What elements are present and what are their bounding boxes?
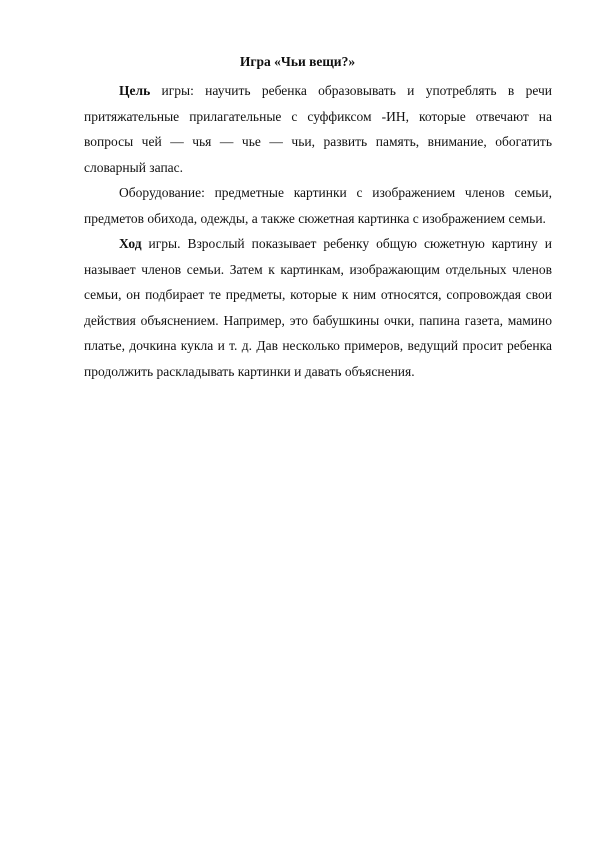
procedure-lead: Ход [119, 236, 142, 251]
document-title: Игра «Чьи вещи?» [239, 54, 356, 69]
equipment-paragraph [84, 180, 552, 231]
procedure-text: игры. Взрослый показывает ребенку общую сюжетную картину и называет членов семьи. Затем к картинкам, изображающим отдельных членов семьи, он подбирает те предметы, которые к ним относятся, сопровождая свои действия объяснением. Например, это бабушкины очки, папина газета, мамино платье, дочкина кукла и т. д. Дав несколько примеров, ведущий просит ребенка продолжить раскладывать картинки и давать объяснения. [84, 236, 552, 379]
goal-lead: Цель [119, 83, 151, 98]
goal-paragraph [84, 78, 552, 180]
goal-text: игры: научить ребенка образовывать и употреблять в речи притяжательные прилагательные с суффиксом -ИН, которые отвечают на вопросы чей — чья — чье — чьи, развить память, внимание, обогатить словарный запас. [84, 83, 552, 175]
document-body [84, 78, 552, 384]
equipment-text: Оборудование: предметные картинки с изображением членов семьи, предметов обихода, одежды, а также сюжетная картинка с изображением семьи. [84, 185, 552, 226]
procedure-paragraph [84, 231, 552, 384]
